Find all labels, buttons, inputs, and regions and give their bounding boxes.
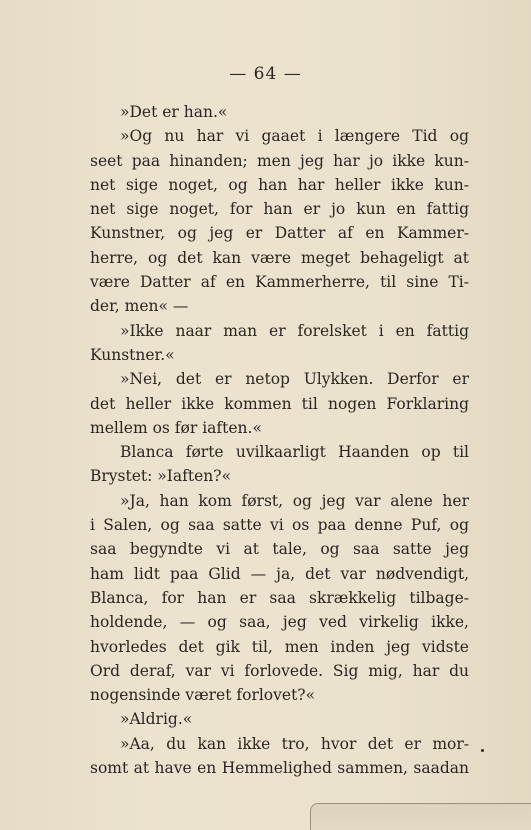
text-line: Blanca, for han er saa skrækkelig tilbage- [90, 588, 469, 607]
page-fold-edge [310, 803, 531, 830]
text-line: Kunstner, og jeg er Datter af en Kammer- [90, 224, 469, 243]
text-line: »Ikke naar man er forelsket i en fattig [120, 321, 469, 340]
text-line: saa begyndte vi at tale, og saa satte jeg [90, 540, 469, 559]
ink-speck [481, 749, 484, 752]
page-number: — 64 — [229, 64, 302, 84]
text-line: »Aa, du kan ikke tro, hvor det er mor- [120, 734, 469, 753]
text-line: mellem os før iaften.« [90, 418, 262, 437]
text-line: »Og nu har vi gaaet i længere Tid og [120, 127, 469, 146]
text-line: i Salen, og saa satte vi os paa denne Puf, og [90, 516, 469, 535]
text-line: herre, og det kan være meget behageligt at [90, 248, 469, 267]
body-text [90, 100, 469, 780]
text-line: ham lidt paa Glid — ja, det var nødvendigt, [90, 564, 469, 583]
text-line: »Det er han.« [120, 103, 228, 121]
text-line: være Datter af en Kammerherre, til sine Ti- [90, 273, 469, 292]
text-line: »Ja, han kom først, og jeg var alene her [120, 491, 469, 510]
text-line: nogensinde været forlovet?« [90, 686, 316, 705]
text-line: Blanca førte uvilkaarligt Haanden op til [120, 443, 469, 462]
text-line: Kunstner.« [90, 345, 175, 364]
text-line: holdende, — og saa, jeg ved virkelig ikke, [90, 613, 469, 632]
text-line: net sige noget, for han er jo kun en fattig [90, 200, 469, 219]
text-line: Brystet: »Iaften?« [90, 467, 232, 486]
text-line: »Nei, det er netop Ulykken. Derfor er [120, 370, 469, 389]
text-line: seet paa hinanden; men jeg har jo ikke kun- [90, 151, 469, 170]
text-line: net sige noget, og han har heller ikke kun- [90, 175, 469, 194]
text-line: det heller ikke kommen til nogen Forklaring [90, 394, 469, 413]
text-line: Ord deraf, var vi forlovede. Sig mig, har du [90, 661, 469, 680]
text-line: »Aldrig.« [120, 710, 193, 729]
text-line: somt at have en Hemmelighed sammen, saadan [90, 759, 469, 778]
text-line: hvorledes det gik til, men inden jeg vidste [90, 637, 469, 656]
text-line: der, men« — [90, 297, 189, 316]
